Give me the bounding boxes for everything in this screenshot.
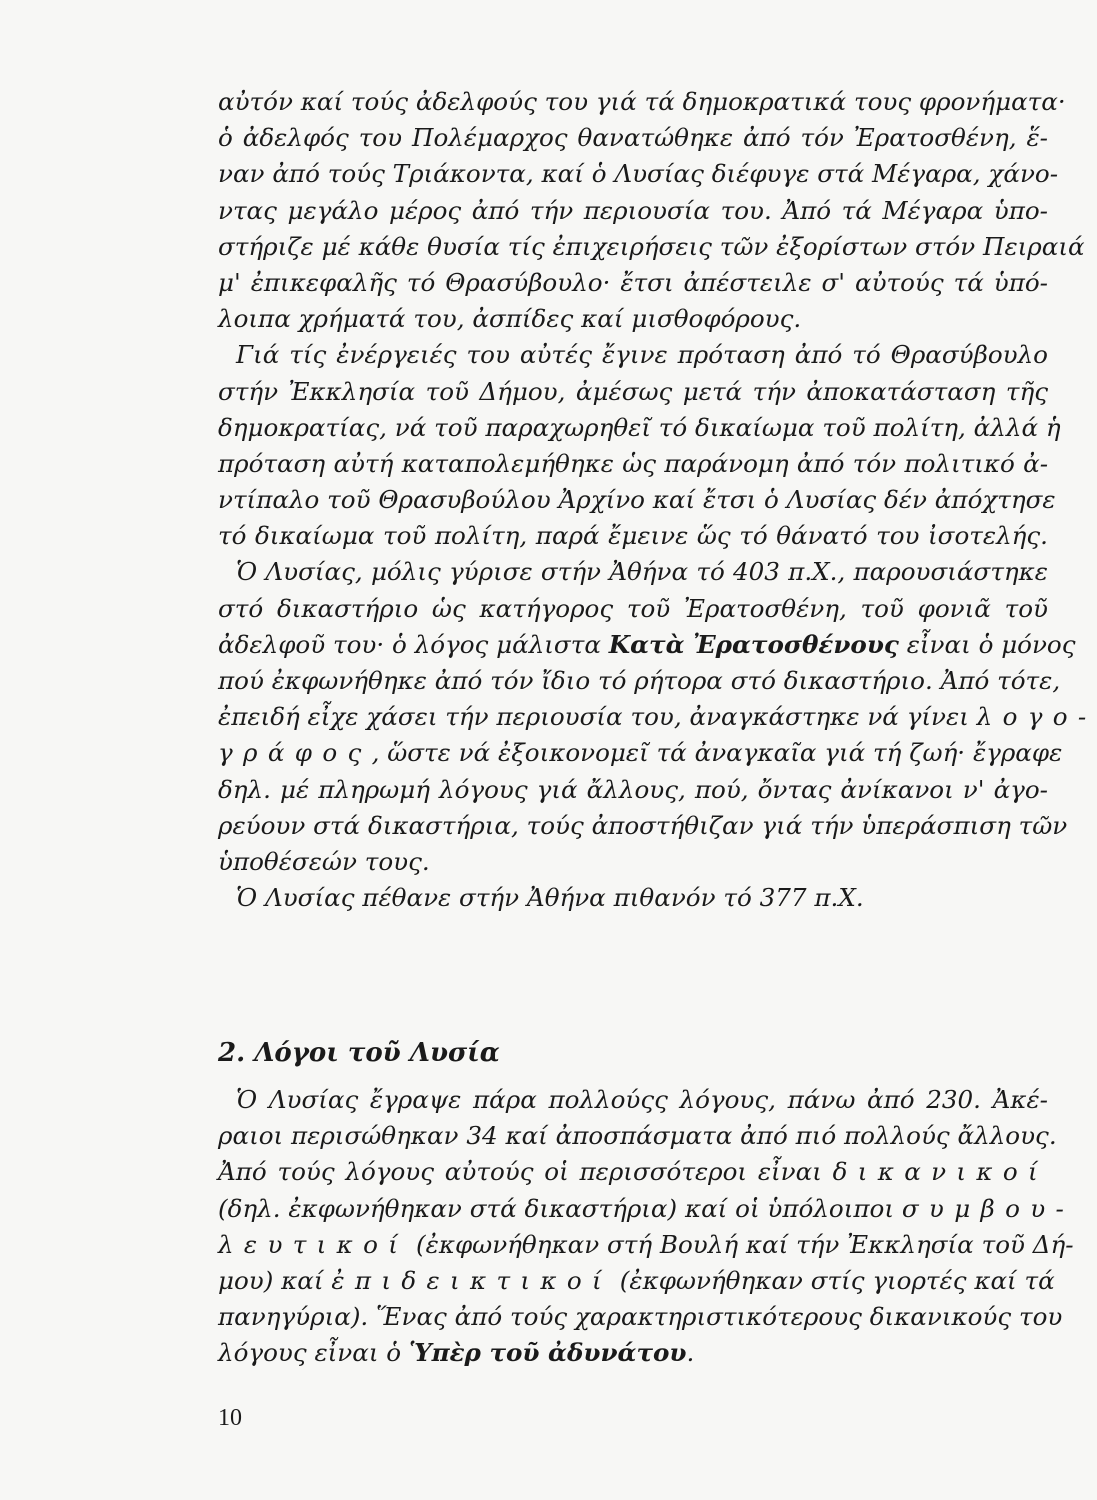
text-run: , ὥστε νά ἐξοικονομεῖ τά ἀναγκαῖα γιά τή ζωή· ἔγραφε (371, 738, 1063, 768)
text-line: ὁ ἀδελφός του Πολέμαρχος θανατώθηκε ἀπό τόν Ἐρατοσθένη, ἕ- (218, 123, 1048, 153)
text-line: δηλ. μέ πληρωμή λόγους γιά ἄλλους, πού, ὄντας ἀνίκανοι ν' ἀγο- (218, 774, 1048, 804)
text-line: τό δικαίωμα τοῦ πολίτη, παρά ἔμεινε ὥς τό θάνατό του ἰσοτελής. (218, 521, 1048, 551)
text-line: ντίπαλο τοῦ Θρασυβούλου Ἀρχίνο καί ἔτσι ὁ Λυσίας δέν ἀπόχτησε (218, 485, 1056, 515)
text-run: Ἀπό τούς λόγους αὐτούς οἱ περισσότεροι εἶναι (218, 1157, 833, 1187)
body-text-section-2 (218, 1082, 1075, 1372)
text-line: ντας μεγάλο μέρος ἀπό τήν περιουσία του. Ἀπό τά Μέγαρα ὑπο- (218, 195, 1048, 225)
text-line: Ὁ Λυσίας πέθανε στήν Ἀθήνα πιθανόν τό 377 π.Χ. (236, 883, 864, 913)
spaced-term: γράφος (218, 738, 372, 768)
text-line (218, 1335, 1048, 1371)
text-line: ὑποθέσεών τους. (218, 846, 430, 876)
text-line: ραιοι περισώθηκαν 34 καί ἀποσπάσματα ἀπό πιό πολλούς ἄλλους. (218, 1121, 1057, 1151)
text-line (218, 1154, 1048, 1190)
text-run: εἶναι ὁ μόνος (898, 629, 1076, 659)
text-line: πρόταση αὐτή καταπολεμήθηκε ὡς παράνομη ἀπό τόν πολιτικό ἀ- (218, 448, 1048, 478)
text-run: ἀδελφοῦ του· ὁ λόγος μάλιστα (218, 629, 609, 659)
text-run: (δηλ. ἐκφωνήθηκαν στά δικαστήρια) καί οἱ ὑπόλοιποι (218, 1193, 902, 1223)
text-line: Ὁ Λυσίας, μόλις γύρισε στήν Ἀθήνα τό 403 π.Χ., παρουσιάστηκε (236, 557, 1048, 587)
text-line: πανηγύρια). Ἕνας ἀπό τούς χαρακτηριστικότερους δικανικούς του (218, 1302, 1063, 1332)
text-line: ρεύουν στά δικαστήρια, τούς ἀποστήθιζαν γιά τήν ὑπεράσπιση τῶν (218, 810, 1068, 840)
text-line: δημοκρατίας, νά τοῦ παραχωρηθεῖ τό δικαίωμα τοῦ πολίτη, ἀλλά ἡ (218, 412, 1061, 442)
text-run: (ἐκφωνήθηκαν στή Βουλή καί τήν Ἐκκλησία τοῦ Δή- (408, 1229, 1074, 1259)
spaced-term: λογο- (976, 702, 1097, 732)
text-line (218, 699, 1097, 735)
text-line (218, 1227, 1074, 1263)
text-line (218, 627, 1076, 663)
text-line (218, 735, 1063, 771)
text-line: στό δικαστήριο ὡς κατήγορος τοῦ Ἐρατοσθένη, τοῦ φονιᾶ τοῦ (218, 593, 1048, 623)
page-number: 10 (218, 1405, 242, 1431)
text-run: ἐπειδή εἶχε χάσει τήν περιουσία του, ἀναγκάστηκε νά γίνει (218, 702, 977, 732)
text-run: μου) καί (218, 1265, 332, 1295)
work-title: Ὑπὲρ τοῦ ἀδυνάτου (408, 1338, 687, 1368)
text-run: . (686, 1338, 695, 1368)
text-line (218, 1263, 1055, 1299)
spaced-term: συμβου- (901, 1193, 1075, 1223)
spaced-term: δικανικοί (832, 1157, 1048, 1187)
work-title: Κατὰ Ἐρατοσθένους (608, 629, 899, 659)
text-run: λόγους εἶναι ὁ (218, 1338, 409, 1368)
text-line: στήν Ἐκκλησία τοῦ Δήμου, ἀμέσως μετά τήν ἀποκατάσταση τῆς (218, 376, 1048, 406)
text-line: αὐτόν καί τούς ἀδελφούς του γιά τά δημοκρατικά τους φρονήματα· (218, 87, 1066, 116)
spaced-term: λευτικοί (218, 1229, 409, 1259)
text-line: λοιπα χρήματά του, ἀσπίδες καί μισθοφόρους. (218, 304, 802, 334)
text-line: Ὁ Λυσίας ἔγραψε πάρα πολλούςς λόγους, πάνω ἀπό 230. Ἀκέ- (236, 1085, 1048, 1114)
text-line: στήριζε μέ κάθε θυσία τίς ἐπιχειρήσεις τῶν ἐξορίστων στόν Πειραιά (218, 231, 1085, 261)
text-line: ναν ἀπό τούς Τριάκοντα, καί ὁ Λυσίας διέφυγε στά Μέγαρα, χάνο- (218, 159, 1059, 189)
text-line: Γιά τίς ἐνέργειές του αὐτές ἔγινε πρόταση ἀπό τό Θρασύβουλο (236, 340, 1048, 370)
text-line (218, 1191, 1075, 1227)
text-run: (ἐκφωνήθηκαν στίς γιορτές καί τά (611, 1265, 1055, 1295)
text-line: πού ἐκφωνήθηκε ἀπό τόν ἴδιο τό ρήτορα στό δικαστήριο. Ἀπό τότε, (218, 666, 1061, 695)
section-heading: 2. Λόγοι τοῦ Λυσία (218, 1038, 500, 1068)
spaced-term: ἐπιδεικτικοί (331, 1265, 612, 1295)
body-text-section-1 (218, 84, 1097, 916)
text-line: μ' ἐπικεφαλῆς τό Θρασύβουλο· ἔτσι ἀπέστειλε σ' αὐτούς τά ὑπό- (218, 267, 1048, 297)
